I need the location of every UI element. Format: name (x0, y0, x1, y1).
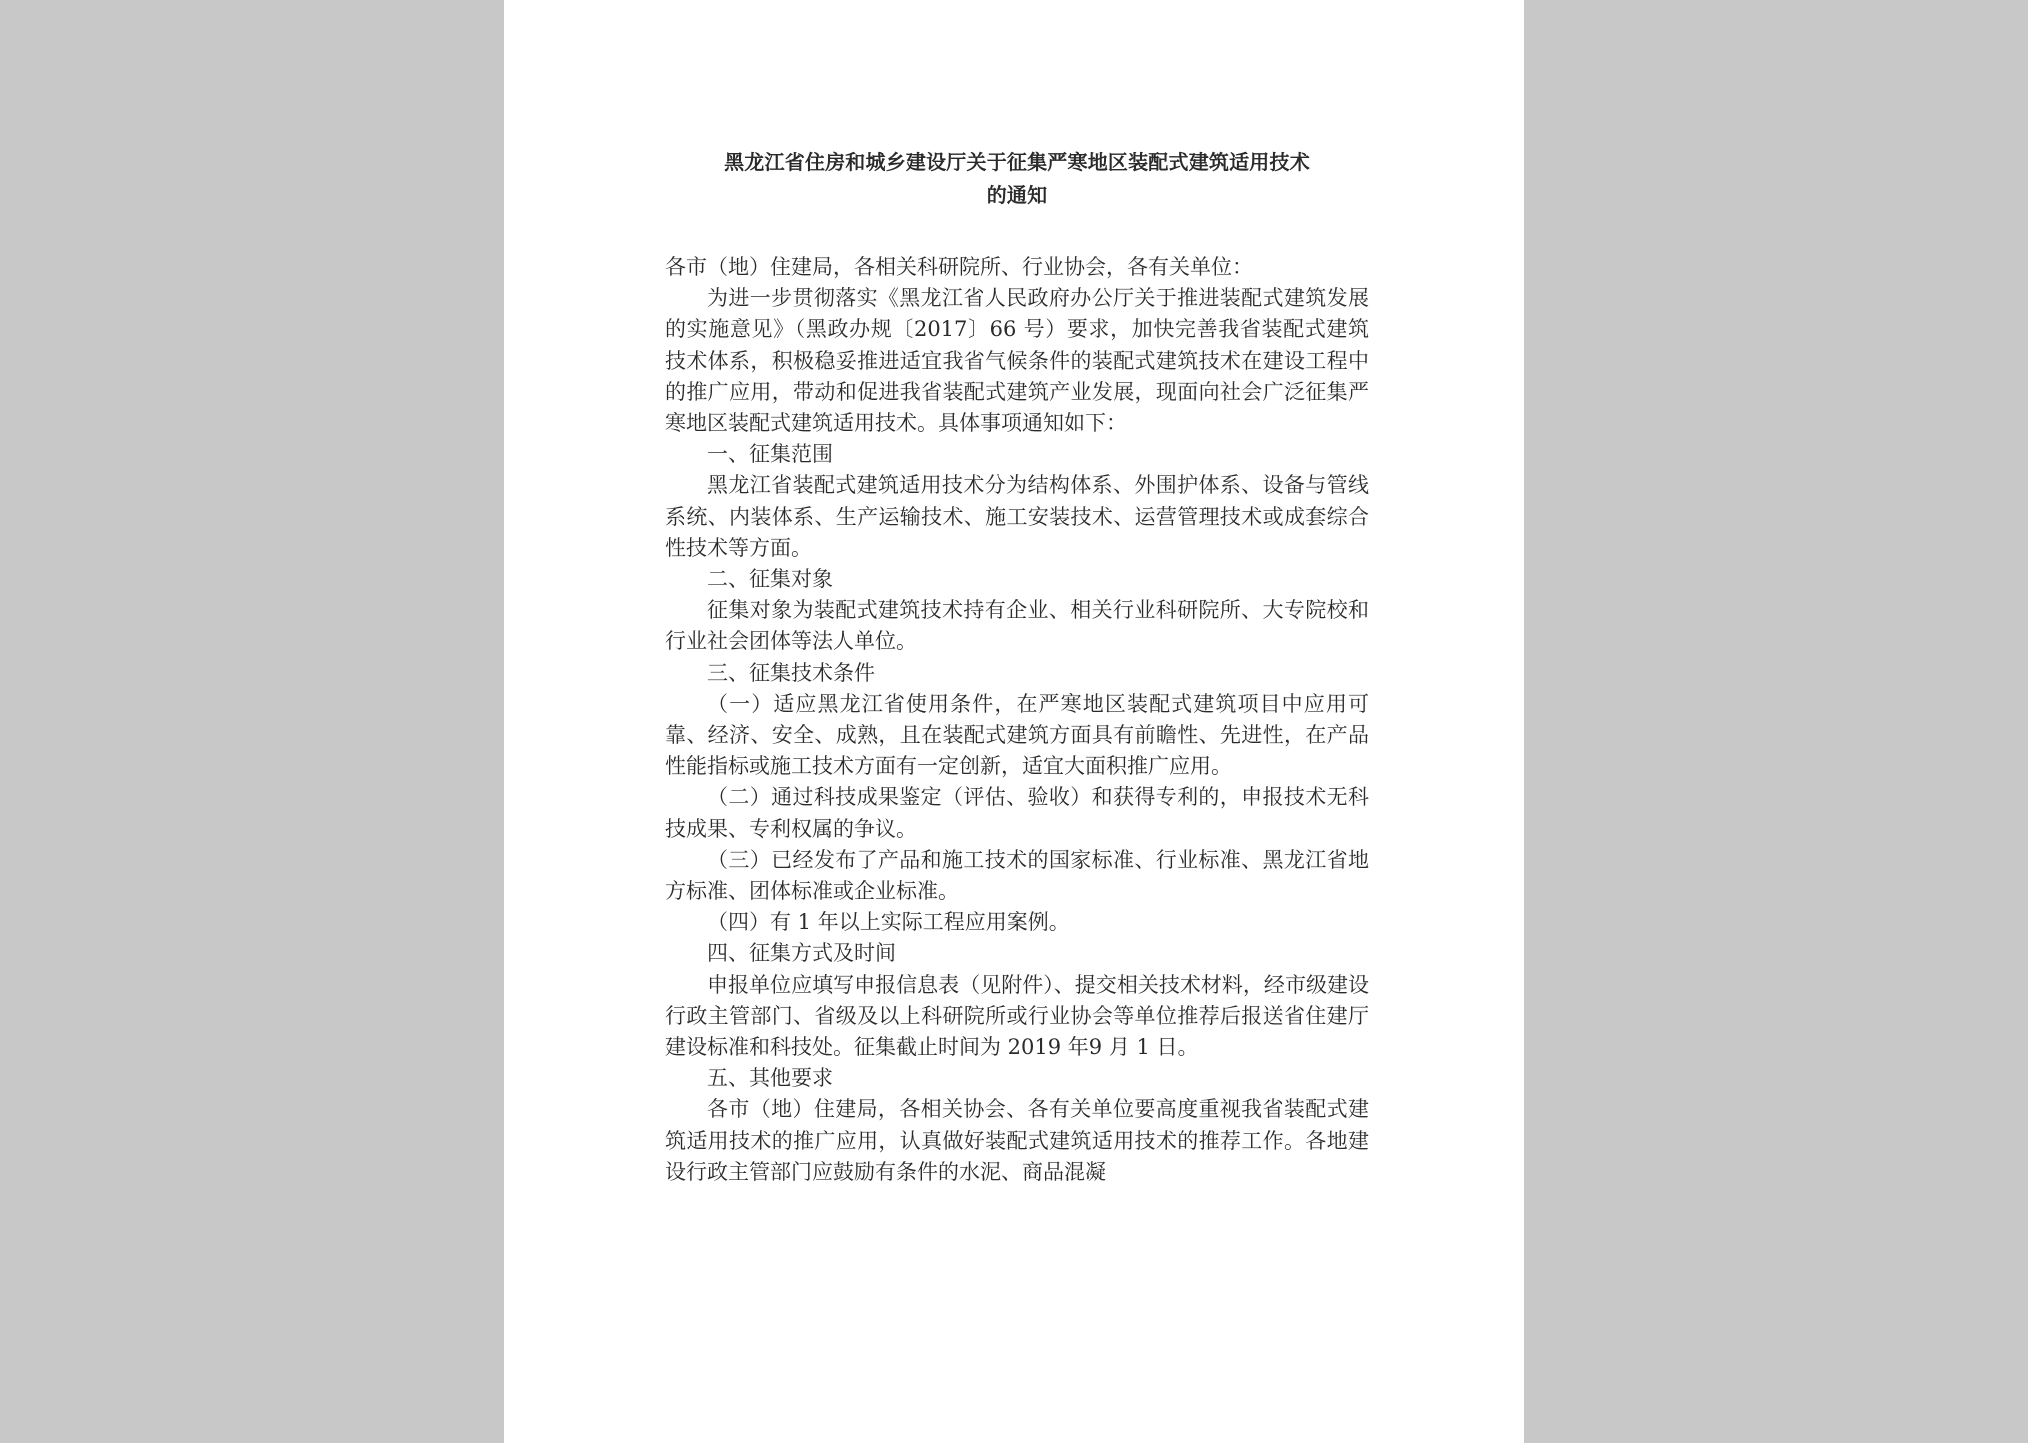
section-heading-method-time: 四、征集方式及时间 (707, 941, 896, 966)
method-time-paragraph: 申报单位应填写申报信息表（见附件）、提交相关技术材料，经市级建设行政主管部门、省级及以上科研院所或行业协会等单位推荐后报送省住建厅建设标准和科技处。征集截止时间为 2019 年9 月 1 日。 (665, 972, 1369, 1060)
document-content (665, 146, 1369, 1188)
condition-item-1: （一）适应黑龙江省使用条件，在严寒地区装配式建筑项目中应用可靠、经济、安全、成熟，且在装配式建筑方面具有前瞻性、先进性，在产品性能指标或施工技术方面有一定创新，适宜大面积推广应用。 (665, 691, 1369, 779)
other-requirements-paragraph: 各市（地）住建局，各相关协会、各有关单位要高度重视我省装配式建筑适用技术的推广应用，认真做好装配式建筑适用技术的推荐工作。各地建设行政主管部门应鼓励有条件的水泥、商品混凝 (665, 1097, 1369, 1184)
title-line-1: 黑龙江省住房和城乡建设厅关于征集严寒地区装配式建筑适用技术 (724, 150, 1310, 174)
condition-item-2: （二）通过科技成果鉴定（评估、验收）和获得专利的，申报技术无科技成果、专利权属的争议。 (665, 785, 1369, 841)
intro-paragraph: 为进一步贯彻落实《黑龙江省人民政府办公厅关于推进装配式建筑发展的实施意见》（黑政办规〔2017〕66 号）要求，加快完善我省装配式建筑技术体系，积极稳妥推进适宜我省气候条件的装配式建筑技术在建设工程中的推广应用，带动和促进我省装配式建筑产业发展，现面向社会广泛征集严寒地区装配式建筑适用技术。具体事项通知如下： (665, 286, 1369, 436)
section-heading-conditions: 三、征集技术条件 (707, 660, 875, 685)
condition-item-3: （三）已经发布了产品和施工技术的国家标准、行业标准、黑龙江省地方标准、团体标准或企业标准。 (665, 847, 1369, 904)
document-title (665, 146, 1369, 212)
document-page (504, 0, 1524, 1443)
section-heading-targets: 二、征集对象 (707, 567, 833, 592)
section-heading-other-requirements: 五、其他要求 (707, 1066, 833, 1091)
title-line-2: 的通知 (986, 183, 1048, 207)
scope-paragraph: 黑龙江省装配式建筑适用技术分为结构体系、外围护体系、设备与管线系统、内装体系、生产运输技术、施工安装技术、运营管理技术或成套综合性技术等方面。 (665, 473, 1369, 560)
salutation: 各市（地）住建局，各相关科研院所、行业协会，各有关单位： (665, 255, 1253, 279)
section-heading-scope: 一、征集范围 (707, 442, 833, 467)
condition-item-4: （四）有 1 年以上实际工程应用案例。 (707, 910, 1070, 935)
targets-paragraph: 征集对象为装配式建筑技术持有企业、相关行业科研院所、大专院校和行业社会团体等法人单位。 (665, 598, 1369, 654)
